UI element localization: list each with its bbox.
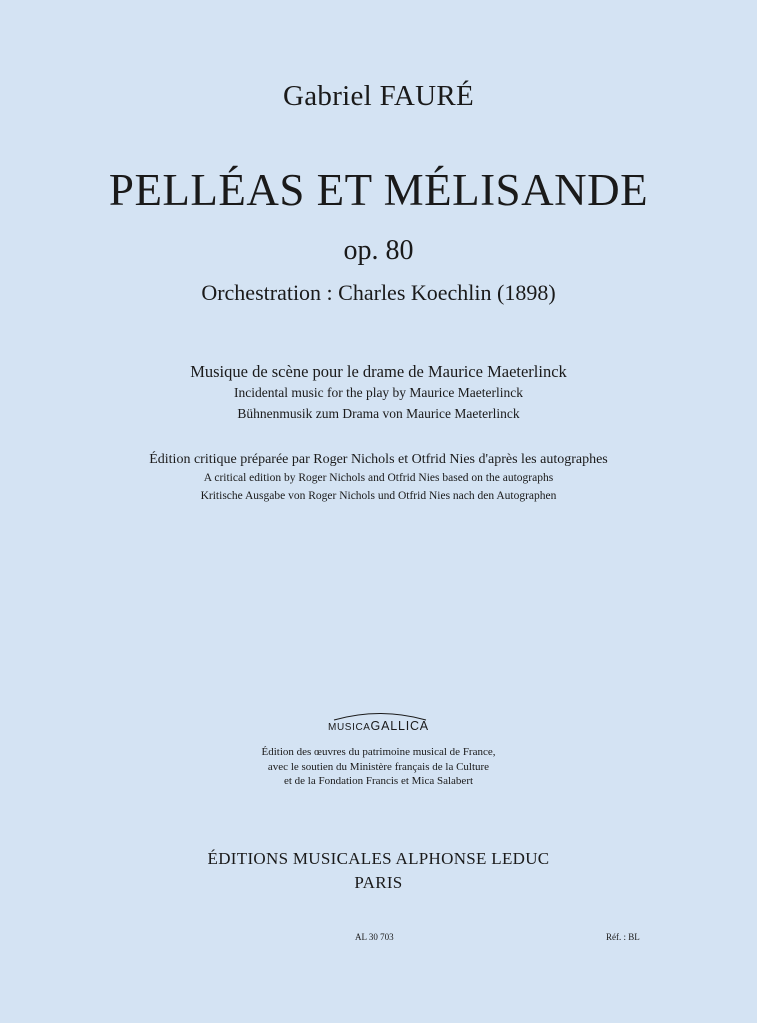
edition-english: A critical edition by Roger Nichols and Otfrid Nies based on the autographs (203, 472, 554, 484)
description-english: Incidental music for the play by Maurice Maeterlinck (233, 385, 524, 400)
orchestration-credit: Orchestration : Charles Koechlin (1898) (201, 280, 556, 305)
description-french: Musique de scène pour le drame de Maurice Maeterlinck (190, 362, 567, 381)
publisher-city: PARIS (354, 873, 403, 892)
edition-french: Édition critique préparée par Roger Nichols et Otfrid Nies d'après les autographes (149, 452, 608, 467)
series-logo (328, 711, 429, 733)
publisher-name: ÉDITIONS MUSICALES ALPHONSE LEDUC (207, 849, 550, 868)
work-title: PELLÉAS ET MÉLISANDE (108, 165, 649, 215)
series-description-line1: Édition des œuvres du patrimoine musical de France, (261, 746, 496, 758)
opus-number: op. 80 (343, 235, 414, 266)
series-description (0, 745, 757, 789)
composer-name: Gabriel FAURÉ (282, 80, 475, 112)
edition-credits (0, 451, 757, 505)
series-description-line3: et de la Fondation Francis et Mica Salabert (283, 775, 474, 787)
catalog-number: AL 30 703 (355, 932, 394, 942)
series-description-line2: avec le soutien du Ministère français de la Culture (267, 760, 490, 773)
musica-gallica-logo (0, 711, 757, 735)
logo-arc-icon (328, 711, 432, 721)
logo-gallica-text: GALLICA (370, 719, 429, 733)
edition-german: Kritische Ausgabe von Roger Nichols und Otfrid Nies nach den Autographen (200, 490, 557, 502)
description-german: Bühnenmusik zum Drama von Maurice Maeterlinck (237, 406, 520, 421)
publisher-block (0, 847, 757, 895)
logo-musica-text: MUSICA (328, 722, 371, 733)
work-description (0, 361, 757, 424)
reference-code: Réf. : BL (606, 932, 640, 942)
